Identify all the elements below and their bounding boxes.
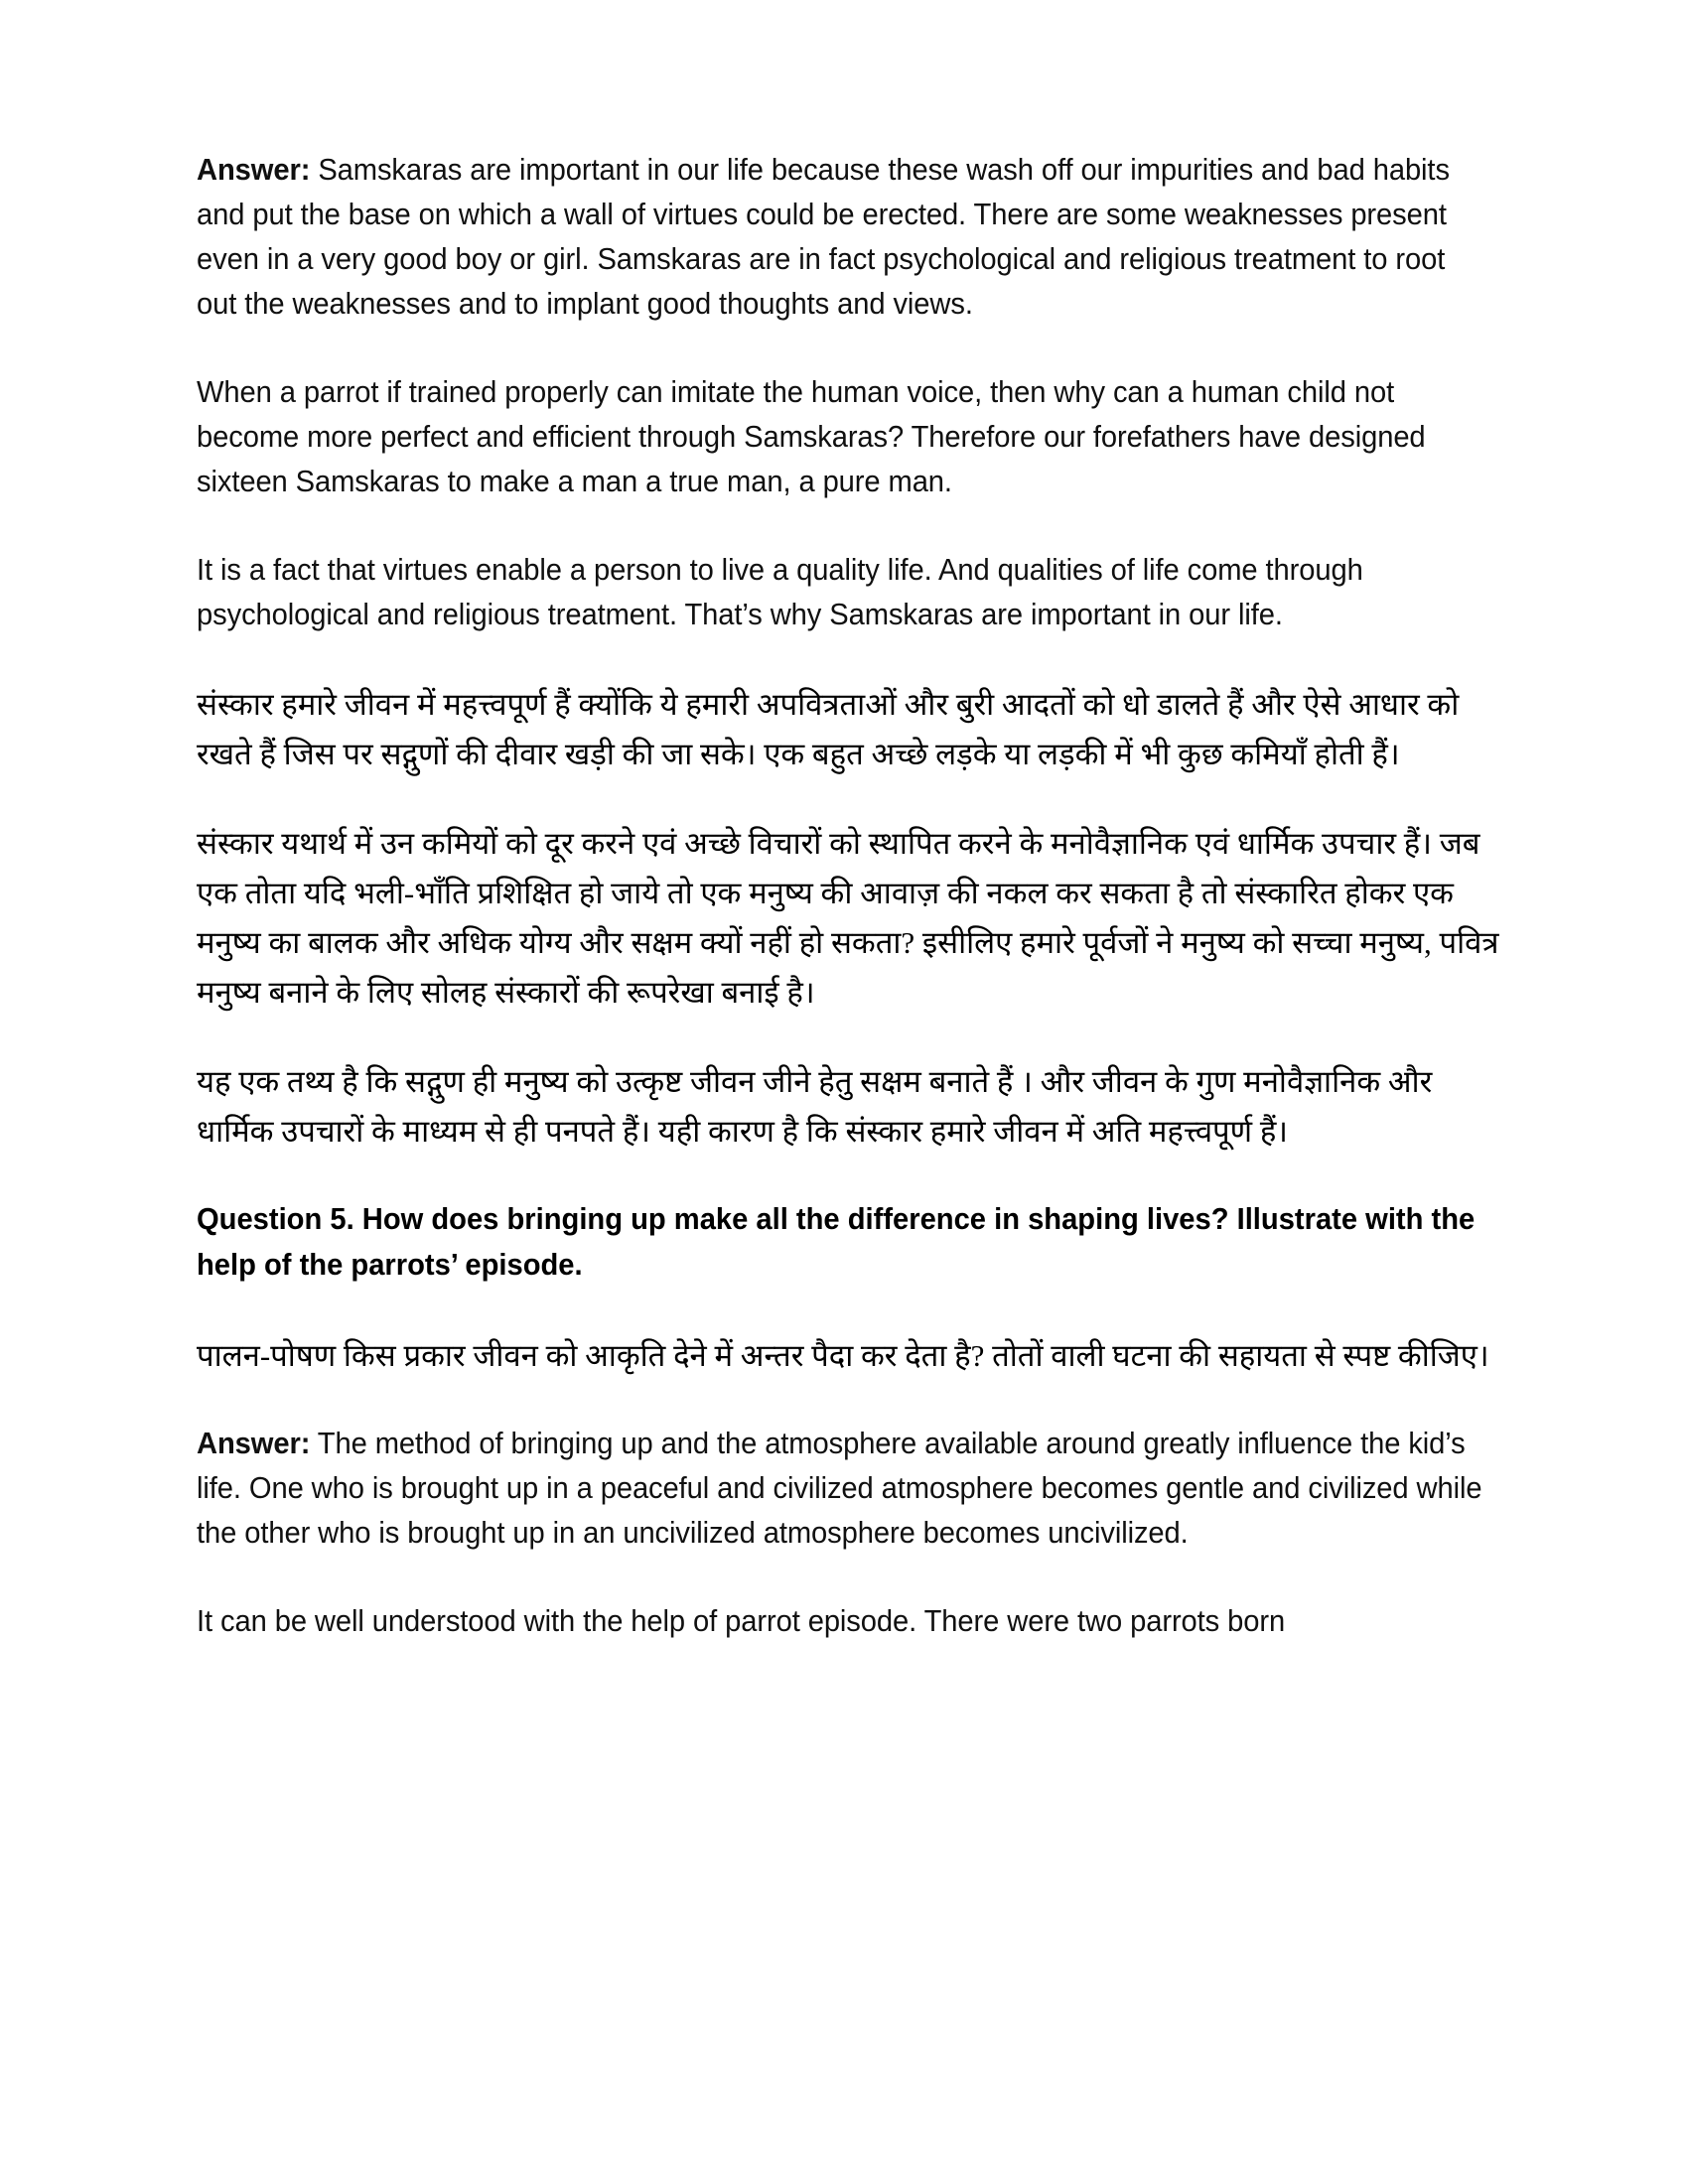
document-content [197, 147, 1499, 1643]
paragraph-answer-4-en-p2 [197, 369, 1486, 503]
heading-text: Question 5. How does bringing up make all the difference in shaping lives? Illustrate with the help of the parrots’ episode. [197, 1201, 1476, 1282]
paragraph-answer-4-hi-p2 [197, 819, 1507, 1018]
paragraph-answer-4-hi-p3 [197, 1057, 1507, 1157]
paragraph-text: It can be well understood with the help of parrot episode. There were two parrots born [197, 1603, 1286, 1638]
paragraph-text: Samskaras are important in our life because these wash off our impurities and bad habits and put the base on which a wall of virtues could be erected. There are some weaknesses present even in a very good boy or girl. Samskaras are in fact psychological and religious treatment to root out the weaknesses and to implant good thoughts and views. [197, 152, 1450, 321]
paragraph-text: The method of bringing up and the atmosphere available around greatly influence the kid’s life. One who is brought up in a peaceful and civilized atmosphere becomes gentle and civilized while the other who is brought up in an uncivilized atmosphere becomes uncivilized. [197, 1426, 1482, 1550]
paragraph-answer-4-en-p3 [197, 547, 1486, 636]
question-5-heading [197, 1196, 1486, 1288]
answer-label: Answer: [197, 152, 311, 187]
paragraph-text: संस्कार यथार्थ में उन कमियों को दूर करने एवं अच्छे विचारों को स्थापित करने के मनोवैज्ञानिक एवं धार्मिक उपचार हैं। जब एक तोता यदि भली-भाँति प्रशिक्षित हो जाये तो एक मनुष्य की आवाज़ की नकल कर सकता है तो संस्कारित होकर एक मनुष्य का बालक और अधिक योग्य और सक्षम क्यों नहीं हो सकता? इसीलिए हमारे पूर्वजों ने मनुष्य को सच्चा मनुष्य, पवित्र मनुष्य बनाने के लिए सोलह संस्कारों की रूपरेखा बनाई है। [197, 826, 1499, 1010]
paragraph-answer-5-en-p2 [197, 1598, 1486, 1643]
paragraph-text: संस्कार हमारे जीवन में महत्त्वपूर्ण हैं क्योंकि ये हमारी अपवित्रताओं और बुरी आदतों को धो डालते हैं और ऐसे आधार को रखते हैं जिस पर सद्गुणों की दीवार खड़ी की जा सके। एक बहुत अच्छे लड़के या लड़की में भी कुछ कमियाँ होती हैं। [197, 687, 1460, 771]
paragraph-answer-4-en-p1 [197, 147, 1486, 326]
paragraph-text: It is a fact that virtues enable a person to live a quality life. And qualities of life come through psychological and religious treatment. That’s why Samskaras are important in our life. [197, 552, 1363, 631]
paragraph-text: When a parrot if trained properly can imitate the human voice, then why can a human child not become more perfect and efficient through Samskaras? Therefore our forefathers have designed sixteen Samskaras to make a man a true man, a pure man. [197, 374, 1426, 498]
answer-label: Answer: [197, 1426, 311, 1460]
paragraph-text: पालन-पोषण किस प्रकार जीवन को आकृति देने में अन्तर पैदा कर देता है? तोतों वाली घटना की सहायता से स्पष्ट कीजिए। [197, 1338, 1489, 1373]
paragraph-text: यह एक तथ्य है कि सद्गुण ही मनुष्य को उत्कृष्ट जीवन जीने हेतु सक्षम बनाते हैं । और जीवन के गुण मनोवैज्ञानिक और धार्मिक उपचारों के माध्यम से ही पनपते हैं। यही कारण है कि संस्कार हमारे जीवन में अति महत्त्वपूर्ण हैं। [197, 1064, 1433, 1149]
paragraph-answer-5-en-p1 [197, 1421, 1486, 1555]
paragraph-answer-4-hi-p1 [197, 680, 1507, 779]
paragraph-question-5-hi [197, 1331, 1507, 1381]
